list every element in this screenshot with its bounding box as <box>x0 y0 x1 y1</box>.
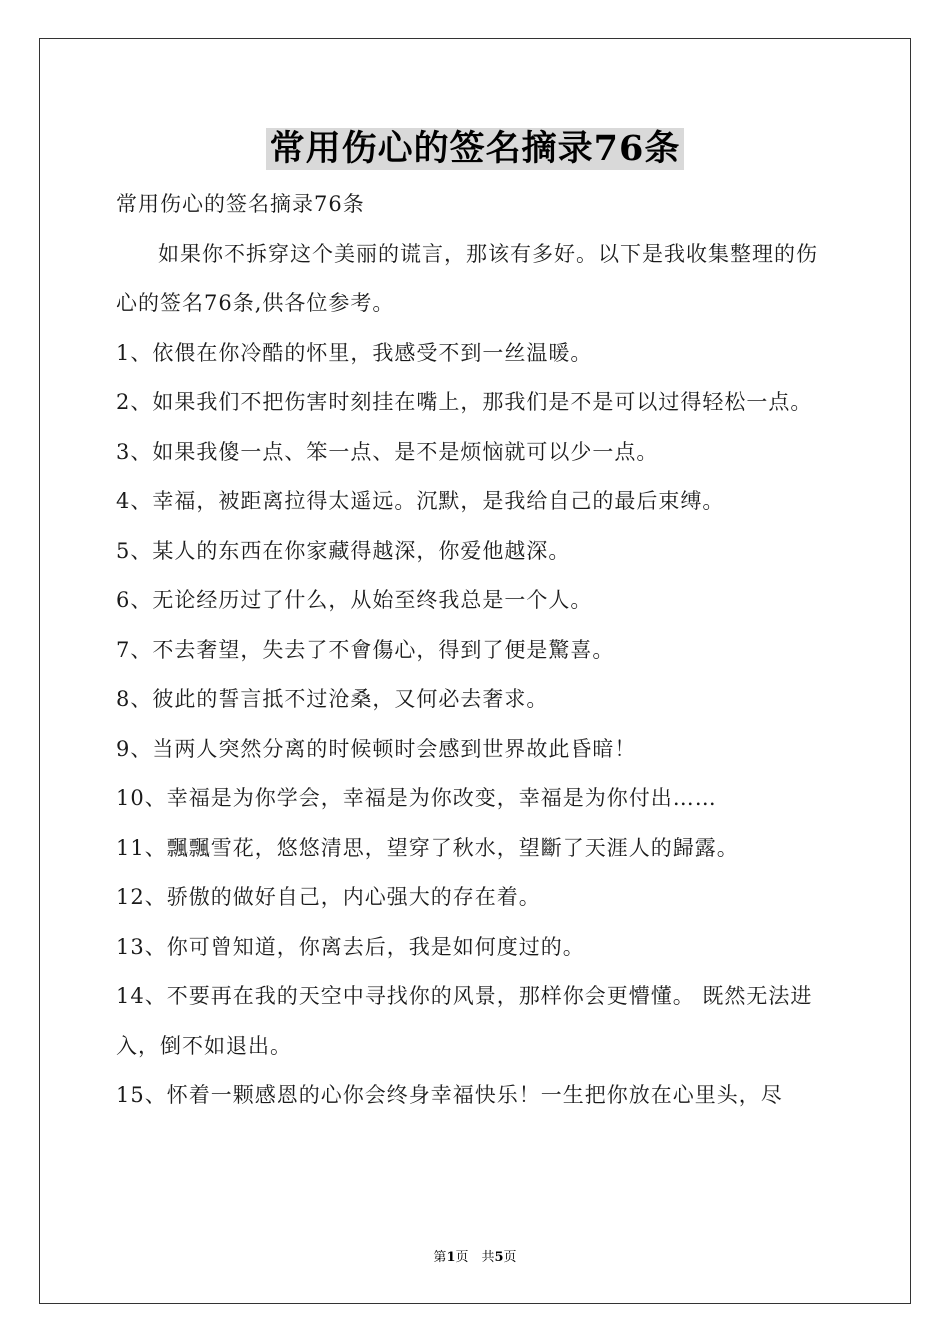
list-item: 5、某人的东西在你家藏得越深，你爱他越深。 <box>116 538 571 563</box>
list-item: 15、怀着一颗感恩的心你会终身幸福快乐！一生把你放在心里头，尽 <box>116 1083 783 1107</box>
page-suffix: 页 <box>503 1250 517 1265</box>
document-title: 常用伤心的签名摘录76条 <box>266 128 685 170</box>
list-item: 1、依偎在你冷酷的怀里，我感受不到一丝温暖。 <box>116 340 593 365</box>
page-middle: 页 共 <box>455 1250 495 1265</box>
document-subtitle: 常用伤心的签名摘录76条 <box>116 192 365 216</box>
list-item: 8、彼此的誓言抵不过沧桑，又何必去奢求。 <box>116 687 549 711</box>
current-page-number: 1 <box>446 1250 456 1265</box>
total-page-number: 5 <box>494 1250 504 1265</box>
list-item: 7、不去奢望，失去了不會傷心，得到了便是驚喜。 <box>116 637 615 662</box>
list-item: 9、当两人突然分离的时候顿时会感到世界故此昏暗！ <box>116 736 637 761</box>
list-item: 6、无论经历过了什么，从始至终我总是一个人。 <box>116 588 593 612</box>
page-footer <box>0 1246 950 1265</box>
document-body <box>116 180 836 1121</box>
page-prefix: 第 <box>433 1250 447 1265</box>
list-item: 2、如果我们不把伤害时刻挂在嘴上，那我们是不是可以过得轻松一点。 <box>116 390 813 414</box>
intro-paragraph: 如果你不拆穿这个美丽的谎言，那该有多好。以下是我收集整理的伤心的签名76条,供各位参考。 <box>116 241 818 315</box>
list-item: 11、飄飄雪花，悠悠清思，望穿了秋水，望斷了天涯人的歸露。 <box>116 835 739 860</box>
list-item: 10、幸福是为你学会，幸福是为你改变，幸福是为你付出…… <box>116 786 717 810</box>
list-item: 14、不要再在我的天空中寻找你的风景，那样你会更懵懂。 既然无法进入，倒不如退出。 <box>116 984 813 1058</box>
list-item: 13、你可曾知道，你离去后，我是如何度过的。 <box>116 934 585 959</box>
title-container <box>0 128 950 170</box>
list-item: 3、如果我傻一点、笨一点、是不是烦恼就可以少一点。 <box>116 439 659 464</box>
list-item: 12、骄傲的做好自己，内心强大的存在着。 <box>116 885 541 909</box>
list-item: 4、幸福，被距离拉得太遥远。沉默，是我给自己的最后束缚。 <box>116 489 725 513</box>
